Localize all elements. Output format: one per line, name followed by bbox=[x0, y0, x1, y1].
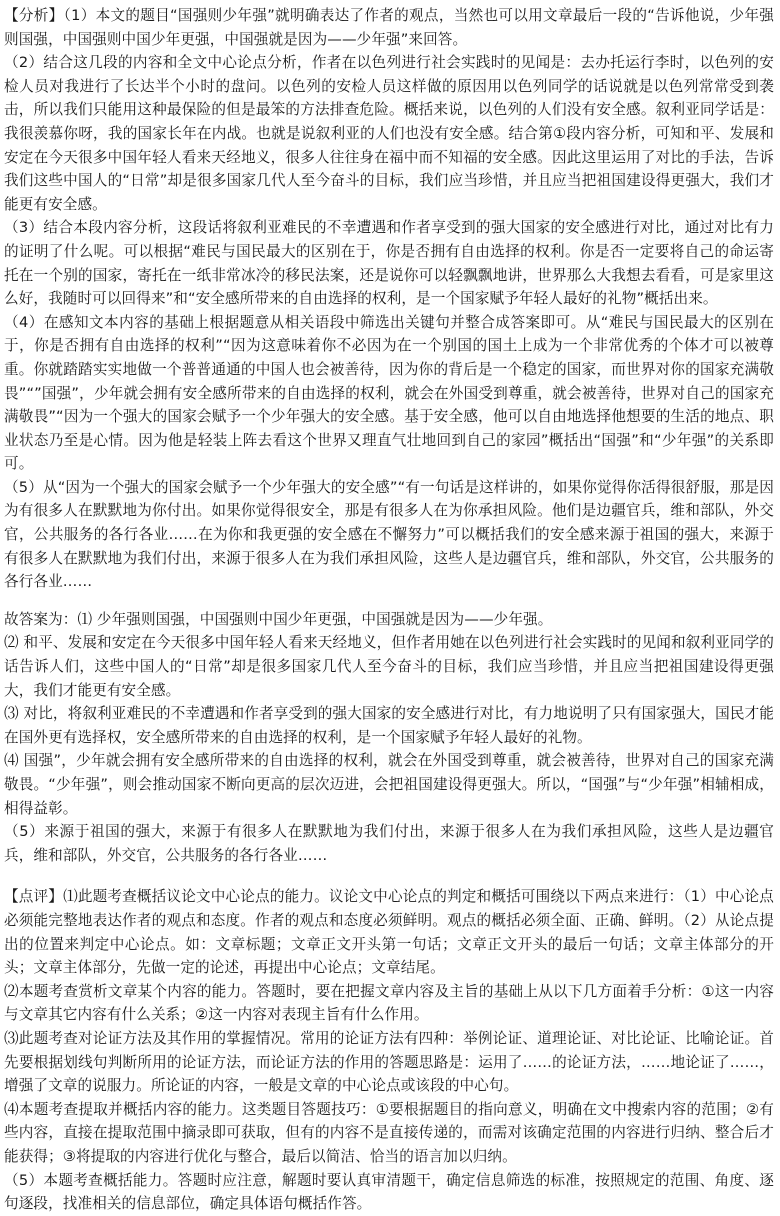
analysis-paragraph-1: 【分析】（1）本文的题目“国强则少年强”就明确表达了作者的观点，当然也可以用文章最后一段的“告诉他说，少年强则国强，中国强则中国少年更强，中国强就是因为——少年强”来回答。 bbox=[4, 7, 774, 48]
answer-paragraph-2: ⑵ 和平、发展和安定在今天很多中国年轻人看来天经地义，但作者用她在以色列进行社会实践时的见闻和叙利亚同学的话告诉人们，这些中国人的“日常”却是很多国家几代人至今奋斗的目标，我们应当珍惜，并且应当把祖国建设得更强大，我们才能更有安全感。 bbox=[4, 634, 774, 699]
answers-section bbox=[4, 608, 774, 868]
comment-paragraph-3: ⑶此题考查对论证方法及其作用的掌握情况。常用的论证方法有四种：举例论证、道理论证、对比论证、比喻论证。首先要根据划线句判断所用的论证方法，而论证方法的作用的答题思路是：运用了……的论证方法，……地论证了……，增强了文章的说服力。所论证的内容，一般是文章的中心论点或该段的中心句。 bbox=[4, 1029, 774, 1095]
answer-paragraph-3: ⑶ 对比，将叙利亚难民的不幸遭遇和作者享受到的强大国家的安全感进行对比，有力地说明了只有国家强大，国民才能在国外更有选择权，安全感所带来的自由选择的权利，是一个国家赋予年轻人最好的礼物。 bbox=[4, 705, 774, 746]
analysis-paragraph-4: （4）在感知文本内容的基础上根据题意从相关语段中筛选出关键句并整合成答案即可。从“难民与国民最大的区别在于，你是否拥有自由选择的权利”“因为这意味着你不必因为在一个别国的国土上成为一个非常优秀的个体才可以被尊重。你就踏踏实实地做一个普普通通的中国人也会被善待，因为你的背后是一个稳定的国家，而世界对你的国家充满敬畏”“”国强”，少年就会拥有安全感所带来的自由选择的权利，就会在外国受到尊重，就会被善待，世界对自己的国家充满敬畏”“因为一个强大的国家会赋予一个少年强大的安全感。基于安全感，他可以自由地选择他想要的生活的地点、职业状态乃至是心情。因为他是轻装上阵去看这个世界又理直气壮地回到自己的家园”概括出“国强”和“少年强”的关系即可。 bbox=[4, 313, 774, 473]
comment-paragraph-5: （5）本题考查概括能力。答题时应注意，解题时要认真审清题干，确定信息筛选的标准，按照规定的范围、角度、逐句逐段，找准相关的信息部位，确定具体语句概括作答。 bbox=[4, 1171, 774, 1213]
comment-paragraph-4: ⑷本题考查提取并概括内容的能力。这类题目答题技巧：①要根据题目的指向意义，明确在文中搜索内容的范围；②有些内容，直接在提取范围中摘录即可获取，但有的内容不是直接传递的，而需对该确定范围的内容进行归纳、整合后才能获得；③将提取的内容进行优化与整合，最后以简洁、恰当的语言加以归纳。 bbox=[4, 1100, 774, 1165]
analysis-paragraph-2: （2）结合这几段的内容和全文中心论点分析，作者在以色列进行社会实践时的见闻是：去办托运行李时，以色列的安检人员对我进行了长达半个小时的盘问。以色列的安检人员这样做的原因用以色列同学的话说就是以色列常常受到袭击，所以我们只能用这种最保险的但是最笨的方法排查危险。概括来说，以色列的人们没有安全感。叙利亚同学话是：我很羡慕你呀，我的国家长年在内战。也就是说叙利亚的人们也没有安全感。结合第①段内容分析，可知和平、发展和安定在今天很多中国年轻人看来天经地义，很多人往往身在福中而不知福的安全感。因此这里运用了对比的手法，告诉我们这些中国人的“日常”却是很多国家几代人至今奋斗的目标，我们应当珍惜，并且应当把祖国建设得更强大，我们才能更有安全感。 bbox=[4, 54, 774, 213]
section-spacer bbox=[4, 867, 774, 885]
comment-paragraph-2: ⑵本题考查赏析文章某个内容的能力。答题时，要在把握文章内容及主旨的基础上从以下几方面着手分析：①这一内容与文章其它内容有什么关系；②这一内容对表现主旨有什么作用。 bbox=[4, 982, 774, 1024]
analysis-paragraph-5: （5）从“因为一个强大的国家会赋予一个少年强大的安全感”“有一句话是这样讲的，如果你觉得你活得很舒服，那是因为有很多人在默默地为你付出。如果你觉得很安全，那是有很多人在为你承担风险。他们是边疆官兵，维和部队，外交官，公共服务的各行各业……在为你和我更强的安全感在不懈努力”可以概括我们的安全感来源于祖国的强大，来源于有很多人在默默地为我们付出，来源于很多人在为我们承担风险，这些人是边疆官兵，维和部队，外交官，公共服务的各行各业…… bbox=[4, 478, 774, 591]
comments-section bbox=[4, 885, 774, 1215]
answer-paragraph-5: （5）来源于祖国的强大，来源于有很多人在默默地为我们付出，来源于很多人在为我们承担风险，这些人是边疆官兵，维和部队，外交官，公共服务的各行各业…… bbox=[4, 823, 774, 864]
section-spacer bbox=[4, 594, 774, 608]
answer-paragraph-4: ⑷ 国强”，少年就会拥有安全感所带来的自由选择的权利，就会在外国受到尊重，就会被善待，世界对自己的国家充满敬畏。“少年强”，则会推动国家不断向更高的层次迈进，会把祖国建设得更强大。所以，“国强”与“少年强”相辅相成，相得益彰。 bbox=[4, 752, 774, 817]
answer-paragraph-1: 故答案为：⑴ 少年强则国强，中国强则中国少年更强，中国强就是因为——少年强。 bbox=[4, 610, 553, 628]
analysis-paragraph-3: （3）结合本段内容分析，这段话将叙利亚难民的不幸遭遇和作者享受到的强大国家的安全感进行对比，通过对比有力的证明了什么呢。可以根据“难民与国民最大的区别在于，你是否拥有自由选择的权利。你是否一定要将自己的命运寄托在一个别的国家，寄托在一纸非常冰冷的移民法案，还是说你可以轻飘飘地讲，世界那么大我想去看看，可是家里这么好，我随时可以回得来”和“安全感所带来的自由选择的权利，是一个国家赋予年轻人最好的礼物”概括出来。 bbox=[4, 219, 774, 308]
analysis-section bbox=[4, 4, 774, 594]
comment-paragraph-1: 【点评】⑴此题考查概括议论文中心论点的能力。议论文中心论点的判定和概括可围绕以下两点来进行：（1）中心论点必须能完整地表达作者的观点和态度。作者的观点和态度必须鲜明。观点的概括必须全面、正确、鲜明。（2）从论点提出的位置来判定中心论点。如：文章标题；文章正文开头第一句话；文章正文开头的最后一句话；文章主体部分的开头；文章主体部分，先做一定的论述，再提出中心论点；文章结尾。 bbox=[4, 888, 774, 977]
